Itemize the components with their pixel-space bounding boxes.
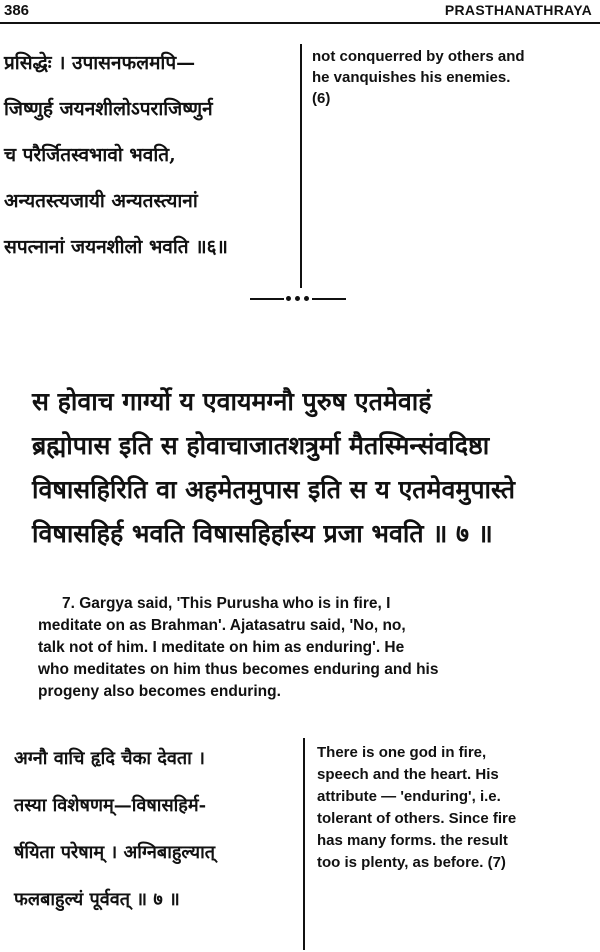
- text-line: सपत्नानां जयनशीलो भवति ॥६॥: [4, 236, 228, 258]
- translation-line: 7. Gargya said, 'This Purusha who is in fire, I: [62, 595, 391, 612]
- text-line: not conquerred by others and: [312, 48, 525, 65]
- text-line: अन्यतस्त्यजायी अन्यतस्त्यानां: [4, 190, 198, 212]
- text-line: च परैर्जितस्वभावो भवति,: [4, 144, 176, 166]
- text-line: attribute — 'enduring', i.e.: [317, 788, 501, 805]
- commentary-sanskrit-2: [14, 735, 299, 923]
- text-line: जिष्णुर्ह जयनशीलोऽपराजिष्णुर्न: [4, 98, 213, 120]
- translation-line: progeny also becomes enduring.: [38, 683, 281, 700]
- translation-7: [38, 593, 438, 703]
- section-ornament: [250, 294, 346, 304]
- column-divider: [300, 44, 302, 288]
- text-line: too is plenty, as before. (7): [317, 854, 506, 871]
- text-line: (6): [312, 90, 331, 107]
- column-divider: [303, 738, 305, 950]
- commentary-english-1: [312, 46, 525, 109]
- text-line: he vanquishes his enemies.: [312, 69, 511, 86]
- translation-line: meditate on as Brahman'. Ajatasatru said, 'No, no,: [38, 617, 406, 634]
- text-line: अग्नौ वाचि हृदि चैका देवता ।: [14, 748, 205, 769]
- mantra-7: [32, 380, 515, 556]
- mantra-line: ब्रह्मोपास इति स होवाचाजातशत्रुर्मा मैतस्मिन्संवदिष्ठा: [32, 431, 490, 460]
- translation-line: talk not of him. I meditate on him as enduring'. He: [38, 639, 405, 656]
- text-line: speech and the heart. His: [317, 766, 499, 783]
- text-line: र्षयिता परेषाम् । अग्निबाहुल्यात्: [14, 842, 216, 863]
- text-line: प्रसिद्धेः । उपासनफलमपि—: [4, 52, 196, 74]
- translation-line: who meditates on him thus becomes enduring and his: [38, 661, 439, 678]
- mantra-line: विषासहिरिति वा अहमेतमुपास इति स य एतमेवमुपास्ते: [32, 475, 515, 504]
- commentary-english-2: [317, 742, 516, 874]
- text-line: फलबाहुल्यं पूर्ववत् ॥ ७ ॥: [14, 889, 180, 910]
- page-header: [0, 0, 600, 24]
- text-line: There is one god in fire,: [317, 744, 487, 761]
- text-line: तस्या विशेषणम्—विषासहिर्म-: [14, 795, 207, 816]
- mantra-line: विषासहिर्ह भवति विषासहिर्हास्य प्रजा भवति ॥ ७ ॥: [32, 519, 493, 548]
- text-line: tolerant of others. Since fire: [317, 810, 517, 827]
- text-line: has many forms. the result: [317, 832, 508, 849]
- page-number: 386: [4, 2, 30, 19]
- mantra-line: स होवाच गार्ग्यो य एवायमग्नौ पुरुष एतमेवाहं: [32, 387, 432, 416]
- running-title: PRASTHANATHRAYA: [444, 2, 592, 18]
- commentary-sanskrit-1: [4, 40, 294, 270]
